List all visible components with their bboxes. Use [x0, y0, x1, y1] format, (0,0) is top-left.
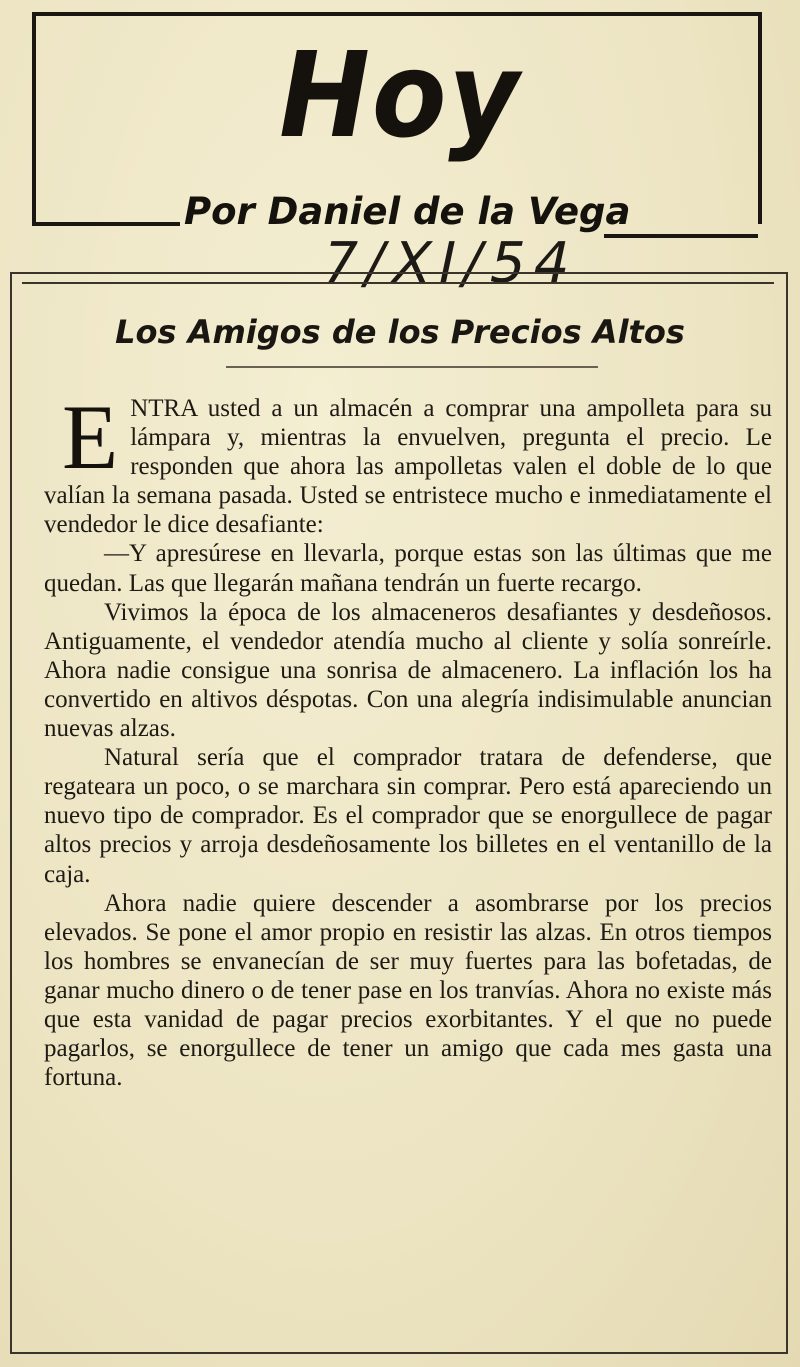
byline: Por Daniel de la Vega [184, 190, 631, 233]
article-paragraph: Natural sería que el comprador tratara de defenderse, que regateara un poco, o se marchara sin comprar. Pero está apareciendo un nuevo tipo de comprador. Es el comprador que se enorgullece de pagar altos precios y arroja desdeñosamente los billetes en el ventanillo de la caja. [44, 744, 772, 888]
section-title: Hoy [279, 26, 521, 164]
article-paragraph: —Y apresúrese en llevarla, porque estas son las últimas que me quedan. Las que llegarán mañana tendrán un fuerte recargo. [44, 540, 772, 597]
article-paragraph: Vivimos la época de los almaceneros desafiantes y desdeñosos. Antiguamente, el vendedor atendía mucho al cliente y solía sonreírle. Ahora nadie consigue una sonrisa de almacenero. La inflación los ha convertido en altivos déspotas. Con una alegría indisimulable anuncian nuevas alzas. [44, 598, 772, 743]
article-paragraph [44, 386, 772, 539]
paragraph-text: NTRA usted a un almacén a comprar una ampolleta para su lámpara y, mientras la envuelven, pregunta el precio. Le responden que ahora las ampolletas valen el doble de lo que valían la semana pasada. Usted se entristece mucho e inmediatamente el vendedor le dice desafiante: [44, 395, 772, 539]
article-body [44, 386, 772, 1092]
headline-rule [226, 366, 598, 368]
article-headline: Los Amigos de los Precios Altos [115, 313, 685, 351]
article-frame-inner-rule [22, 282, 774, 284]
header-frame-rule-left [32, 222, 180, 226]
article-paragraph: Ahora nadie quiere descender a asombrarse por los precios elevados. Se pone el amor propio en resistir las alzas. En otros tiempos los hombres se envanecían de ser muy fuertes para las bofetadas, de ganar mucho dinero o de tener pase en los tranvías. Ahora no existe más que esta vanidad de pagar precios exorbitantes. Y el que no puede pagarlos, se enorgullece de tener un amigo que cada mes gasta una fortuna. [44, 889, 772, 1092]
drop-cap: E [62, 386, 119, 488]
handwritten-date: 7/XI/54 [315, 231, 585, 296]
